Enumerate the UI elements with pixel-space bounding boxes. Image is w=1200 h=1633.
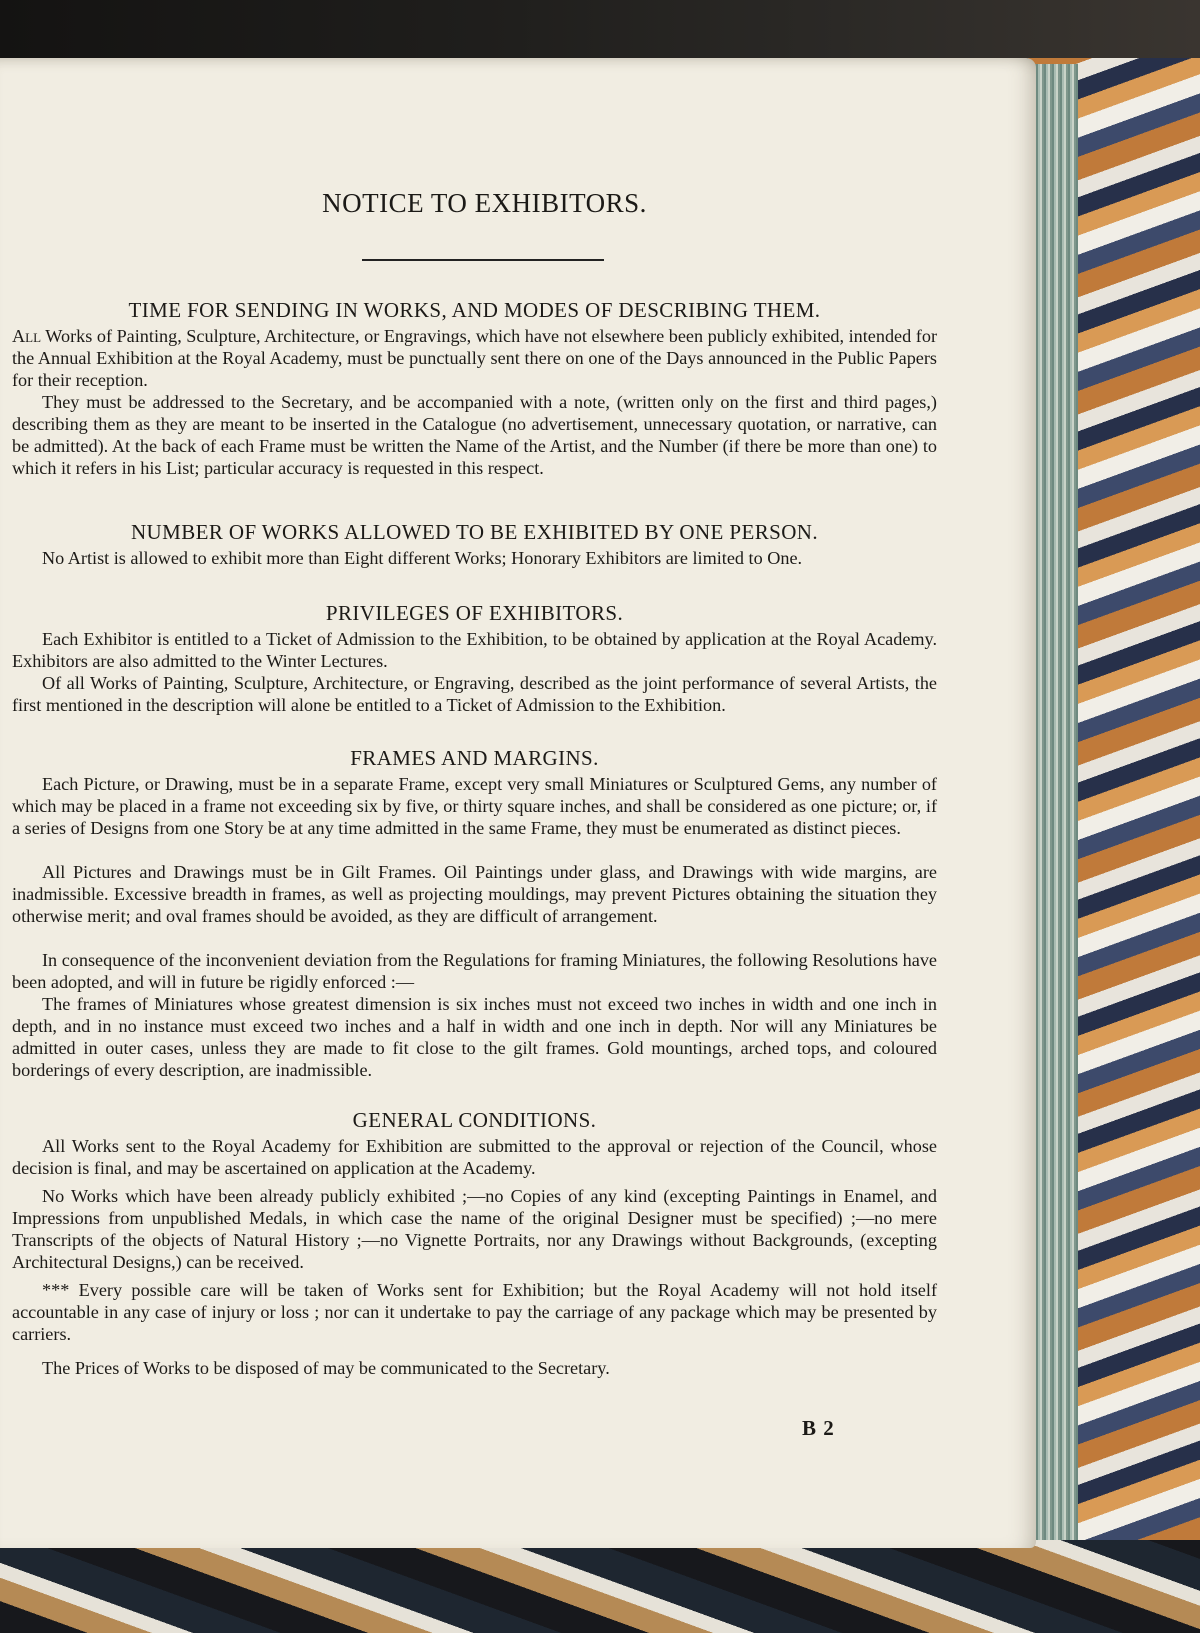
paragraph: Of all Works of Painting, Sculpture, Architecture, or Engraving, described as the joint performance of several Artists, the first mentioned in the description will alone be entitled to a Ticket of Admission to the Exhibition. [12, 673, 937, 715]
section-heading-privileges: PRIVILEGES OF EXHIBITORS. [325, 601, 624, 625]
book-page [0, 58, 1036, 1548]
paragraph-lead: All [12, 326, 42, 346]
paragraph [12, 326, 937, 392]
paragraph: The Prices of Works to be disposed of may be communicated to the Secretary. [42, 1358, 610, 1378]
page-title: NOTICE TO EXHIBITORS. [322, 188, 647, 218]
paragraph: All Pictures and Drawings must be in Gilt Frames. Oil Paintings under glass, and Drawings with wide margins, are inadmissible. Excessive breadth in frames, as well as projecting mouldings, may prevent Pictures obtaining the situation they otherwise merit; and oval frames should be avoided, as they are difficult of arrangement. [12, 862, 937, 926]
section-heading-general: GENERAL CONDITIONS. [352, 1108, 597, 1132]
paragraph-text: Works of Painting, Sculpture, Architecture, or Engravings, which have not elsewhere been publicly exhibited, intended for the Annual Exhibition at the Royal Academy, must be punctually sent there on one of the Days announced in the Public Papers for their reception. [12, 326, 937, 390]
bottom-marbled-edge [0, 1540, 1200, 1633]
paragraph: No Works which have been already publicly exhibited ;—no Copies of any kind (excepting Paintings in Enamel, and Impressions from unpublished Medals, in which case the name of the original Designer must be specified) ;—no mere Transcripts of the objects of Natural History ;—no Vignette Portraits, nor any Drawings without Backgrounds, (excepting Architectural Designs,) can be received. [12, 1186, 937, 1272]
paragraph: Each Exhibitor is entitled to a Ticket of Admission to the Exhibition, to be obtained by application at the Royal Academy. Exhibitors are also admitted to the Winter Lectures. [12, 629, 937, 671]
paragraph: They must be addressed to the Secretary, and be accompanied with a note, (written only on the first and third pages,) describing them as they are meant to be inserted in the Catalogue (no advertisement, unnecessary quotation, or narrative, can be admitted). At the back of each Frame must be written the Name of the Artist, and the Number (if there be more than one) to which it refers in his List; particular accuracy is requested in this respect. [12, 392, 937, 478]
section-heading-time: TIME FOR SENDING IN WORKS, AND MODES OF DESCRIBING THEM. [128, 298, 821, 322]
paragraph: All Works sent to the Royal Academy for Exhibition are submitted to the approval or rejection of the Council, whose decision is final, and may be ascertained on application at the Academy. [12, 1136, 937, 1178]
section-heading-number: NUMBER OF WORKS ALLOWED TO BE EXHIBITED BY ONE PERSON. [130, 520, 818, 544]
paragraph: No Artist is allowed to exhibit more than Eight different Works; Honorary Exhibitors are limited to One. [42, 548, 803, 568]
paragraph: In consequence of the inconvenient deviation from the Regulations for framing Miniatures, the following Resolutions have been adopted, and will in future be rigidly enforced :— [12, 950, 938, 992]
title-rule [362, 259, 604, 261]
signature-mark: B 2 [802, 1416, 835, 1440]
section-heading-frames: FRAMES AND MARGINS. [350, 746, 599, 770]
paragraph: *** Every possible care will be taken of Works sent for Exhibition; but the Royal Academy will not hold itself accountable in any case of injury or loss ; nor can it undertake to pay the carriage of any package which may be presented by carriers. [12, 1280, 937, 1344]
paragraph: The frames of Miniatures whose greatest dimension is six inches must not exceed two inches in width and one inch in depth, and in no instance must exceed two inches and a half in width and one inch in depth. Nor will any Miniatures be admitted in outer cases, unless they are made to fit close to the gilt frames. Gold mountings, arched tops, and coloured borderings of every description, are inadmissible. [12, 994, 937, 1080]
paragraph: Each Picture, or Drawing, must be in a separate Frame, except very small Miniatures or Sculptured Gems, any number of which may be placed in a frame not exceeding six by five, or thirty square inches, and shall be considered as one picture; or, if a series of Designs from one Story be at any time admitted in the same Frame, they must be enumerated as distinct pieces. [12, 774, 937, 838]
